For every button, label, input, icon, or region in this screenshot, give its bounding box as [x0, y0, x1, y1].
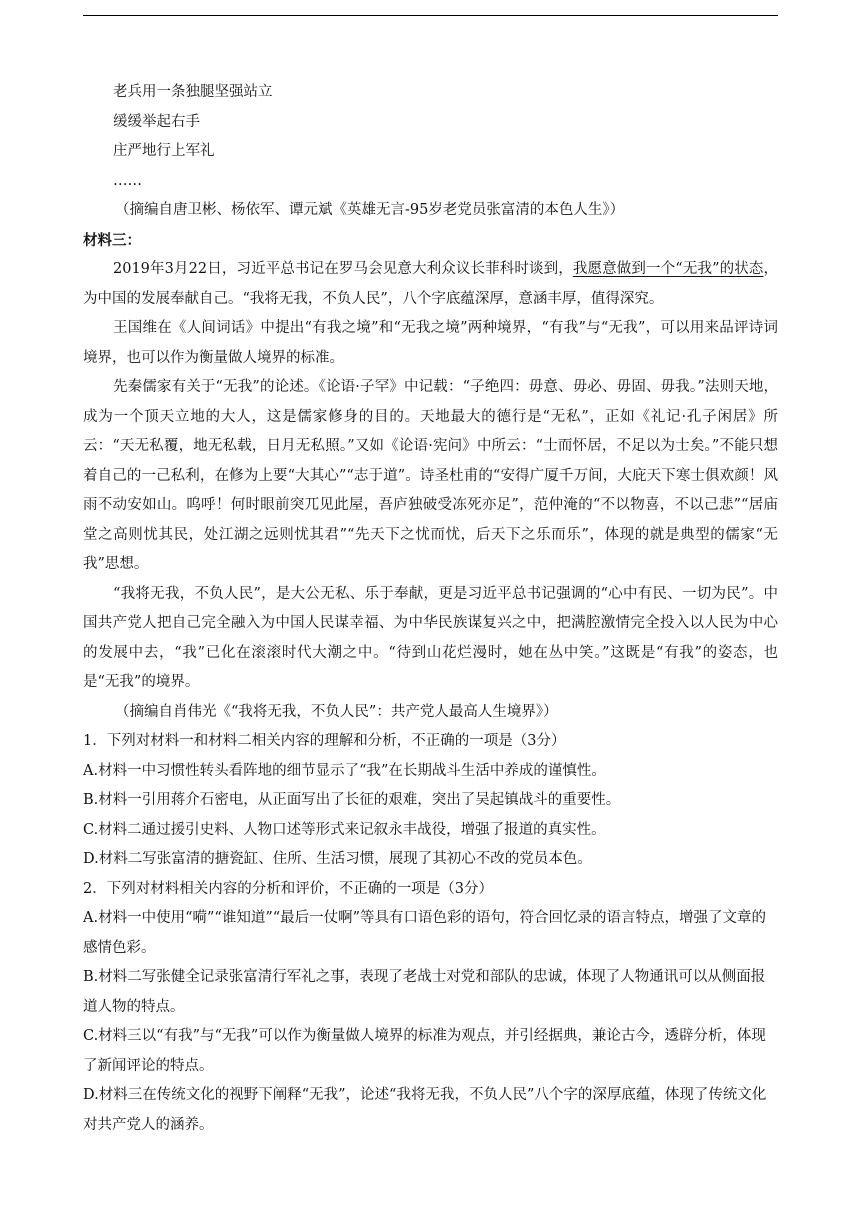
question-1-option-b: B.材料一引用蒋介石密电，从正面写出了长征的艰难，突出了吴起镇战斗的重要性。 — [83, 792, 621, 808]
material3-paragraph-2: 王国维在《人间词话》中提出“有我之境”和“无我之境”两种境界，“有我”与“无我”，可以用来品评诗词境界，也可以作为衡量做人境界的标准。 — [83, 320, 778, 366]
question-1-option-a: A.材料一中习惯性转头看阵地的细节显示了“我”在长期战斗生活中养成的谨慎性。 — [83, 762, 606, 779]
poem-source: （摘编自唐卫彬、杨依军、谭元斌《英雄无言-95岁老党员张富清的本色人生》） — [115, 202, 625, 218]
question-2-stem: 2．下列对材料相关内容的分析和评价，不正确的一项是（3分） — [83, 880, 493, 897]
poem-line: 庄严地行上军礼 — [113, 143, 215, 159]
page-content — [83, 78, 778, 1140]
question-2-option-c: C.材料三以“有我”与“无我”可以作为衡量做人境界的标准为观点，并引经据典，兼论古今，透辟分析，体现了新闻评论的特点。 — [83, 1028, 766, 1074]
question-2-option-b: B.材料二写张健全记录张富清行军礼之事，表现了老战士对党和部队的忠诚，体现了人物通讯可以从侧面报道人物的特点。 — [83, 969, 766, 1015]
poem-ellipsis: …… — [113, 172, 142, 189]
poem-line: 缓缓举起右手 — [113, 113, 200, 130]
material3-paragraph-3: 先秦儒家有关于“无我”的论述。《论语·子罕》中记载：“子绝四：毋意、毋必、毋固、毋我。”法则天地，成为一个顶天立地的大人，这是儒家修身的目的。天地最大的德行是“无私”，正如《礼记·孔子闲居》所云：“天无私覆，地无私载，日月无私照。”又如《论语·宪问》中所云：“士而怀居，不足以为士矣。”不能只想着自己的一己私利，在修为上要“大其心”“志于道”。诗圣杜甫的“安得广厦千万间，大庇天下寒士俱欢颜！风雨不动安如山。呜呼！何时眼前突兀见此屋，吾庐独破受冻死亦足”，范仲淹的“不以物喜，不以己悲”“居庙堂之高则忧其民，处江湖之远则忧其君”“先天下之忧而忧，后天下之乐而乐”，体现的就是典型的儒家“无我”思想。 — [83, 379, 778, 572]
paragraph-text: 2019年3月22日，习近平总书记在罗马会见意大利众议长菲科时谈到， — [113, 261, 573, 277]
question-2-option-d: D.材料三在传统文化的视野下阐释“无我”，论述“我将无我，不负人民”八个字的深厚底蕴，体现了传统文化对共产党人的涵养。 — [83, 1087, 767, 1133]
paragraph-text: ，为中国的发展奉献自己。“我将无我，不负人民”，八个字底蕴深厚，意涵丰厚，值得深究。 — [83, 261, 778, 307]
poem-line: 老兵用一条独腿坚强站立 — [113, 84, 273, 100]
material3-paragraph-4: “我将无我，不负人民”，是大公无私、乐于奉献，更是习近平总书记强调的“心中有民、一切为民”。中国共产党人把自己完全融入为中国人民谋幸福、为中华民族谋复兴之中，把满腔激情完全投入以人民为中心的发展中去，“我”已化在滚滚时代大潮之中。“待到山花烂漫时，她在丛中笑。”这既是“有我”的姿态，也是“无我”的境界。 — [83, 585, 778, 690]
question-2-option-a: A.材料一中使用“嗬”“谁知道”“最后一仗啊”等具有口语色彩的语句，符合回忆录的语言特点，增强了文章的感情色彩。 — [83, 910, 767, 956]
underlined-quote: 我愿意做到一个“无我”的状态 — [572, 261, 764, 277]
question-1-stem: 1．下列对材料一和材料二相关内容的理解和分析，不正确的一项是（3分） — [83, 733, 566, 749]
header-rule — [83, 15, 778, 16]
question-1-option-c: C.材料二通过援引史料、人物口述等形式来记叙永丰战役，增强了报道的真实性。 — [83, 821, 606, 838]
material3-source: （摘编自肖伟光《“我将无我，不负人民”：共产党人最高人生境界》） — [115, 703, 558, 720]
material3-paragraph-1 — [83, 255, 778, 314]
question-1-option-d: D.材料二写张富清的搪瓷缸、住所、生活习惯，展现了其初心不改的党员本色。 — [83, 851, 592, 867]
material3-heading: 材料三： — [83, 231, 141, 249]
